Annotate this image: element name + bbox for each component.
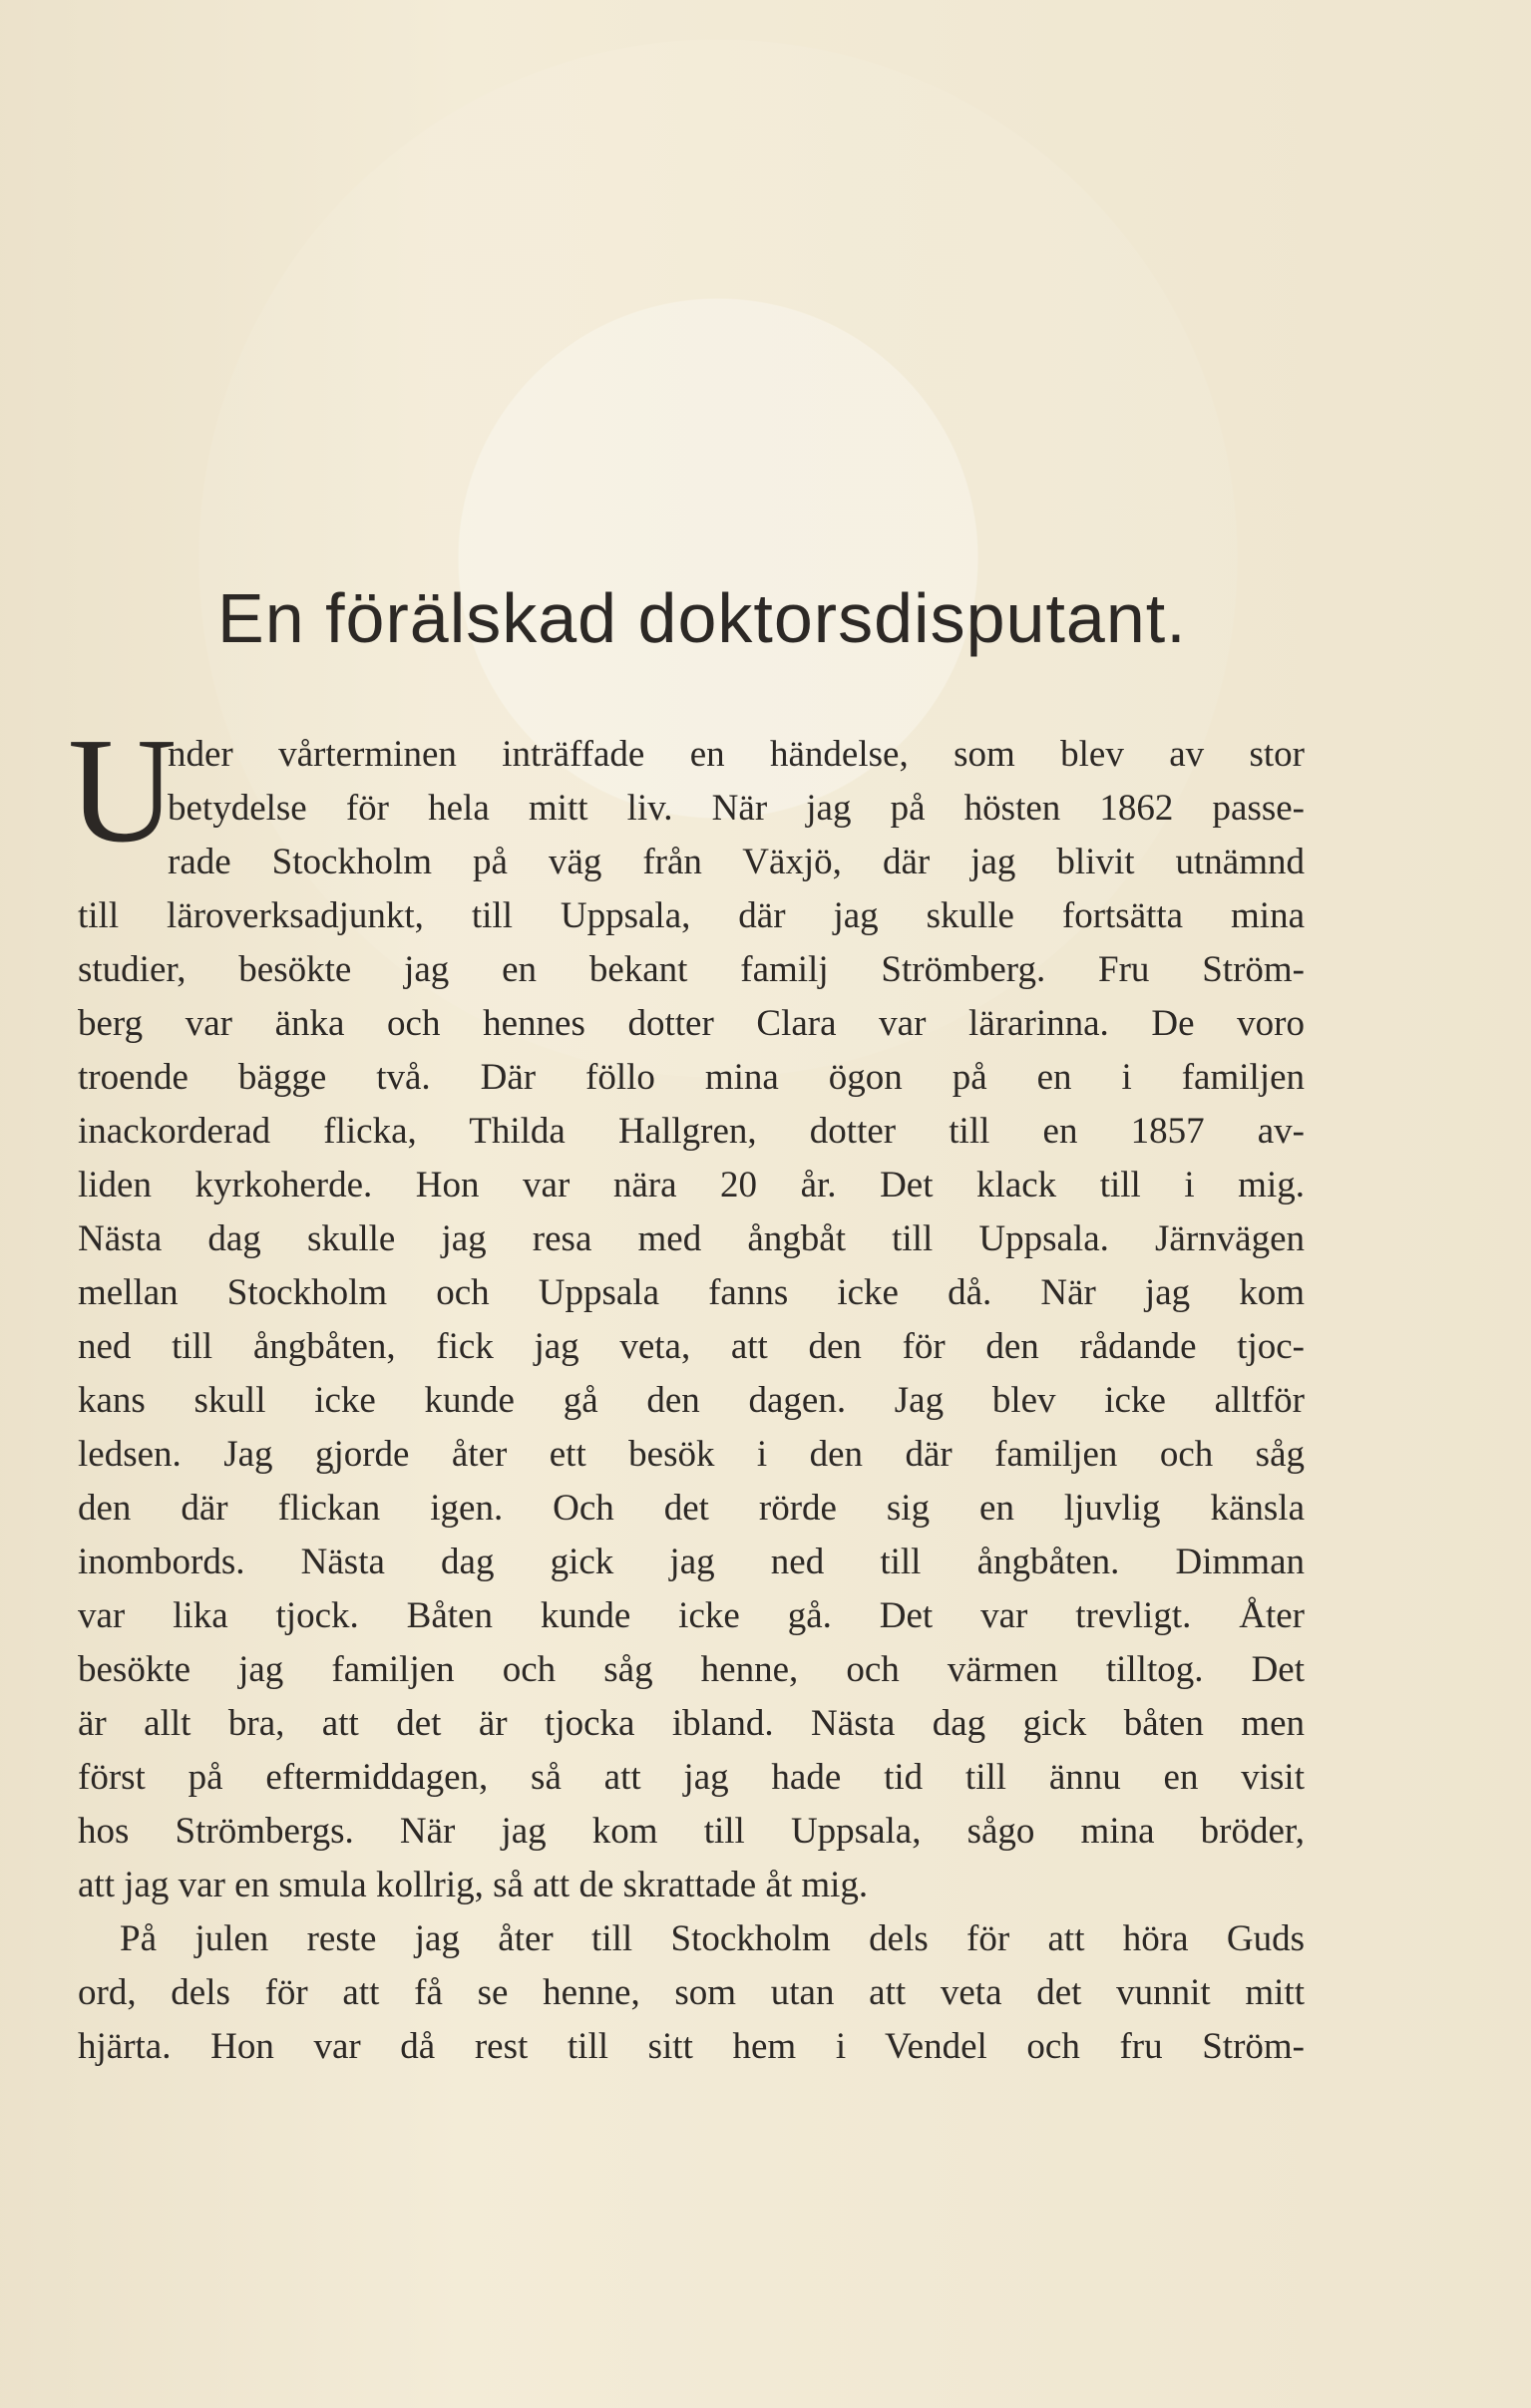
text-line: inackorderad flicka, Thilda Hallgren, dotter till en 1857 av- xyxy=(78,1111,1305,1152)
text-line: till läroverksadjunkt, till Uppsala, där jag skulle fortsätta mina xyxy=(78,895,1305,936)
text-line: att jag var en smula kollrig, så att de skrattade åt mig. xyxy=(78,1865,869,1905)
text-line: troende bägge två. Där föllo mina ögon på en i familjen xyxy=(78,1057,1305,1098)
body-text xyxy=(78,728,1305,2074)
text-line: inombords. Nästa dag gick jag ned till ångbåten. Dimman xyxy=(78,1542,1305,1582)
text-line: först på eftermiddagen, så att jag hade tid till ännu en visit xyxy=(78,1757,1305,1798)
text-line: hjärta. Hon var då rest till sitt hem i Vendel och fru Ström- xyxy=(78,2026,1305,2067)
chapter-title: En förälskad doktorsdisputant. xyxy=(217,579,1187,657)
text-line: betydelse för hela mitt liv. När jag på hösten 1862 passe- xyxy=(168,788,1305,829)
text-line: är allt bra, att det är tjocka ibland. Nästa dag gick båten men xyxy=(78,1703,1305,1744)
text-line: På julen reste jag åter till Stockholm dels för att höra Guds xyxy=(120,1918,1305,1959)
text-line: studier, besökte jag en bekant familj Strömberg. Fru Ström- xyxy=(78,949,1305,990)
text-line: nder vårterminen inträffade en händelse, som blev av stor xyxy=(168,734,1305,775)
text-line: den där flickan igen. Och det rörde sig en ljuvlig känsla xyxy=(78,1488,1305,1529)
text-line: kans skull icke kunde gå den dagen. Jag blev icke alltför xyxy=(78,1380,1305,1421)
text-line: rade Stockholm på väg från Växjö, där jag blivit utnämnd xyxy=(168,842,1305,882)
text-line: ord, dels för att få se henne, som utan att veta det vunnit mitt xyxy=(78,1972,1305,2013)
drop-cap: U xyxy=(68,706,178,873)
text-line: ledsen. Jag gjorde åter ett besök i den där familjen och såg xyxy=(78,1434,1305,1475)
text-line: Nästa dag skulle jag resa med ångbåt till Uppsala. Järnvägen xyxy=(78,1218,1305,1259)
text-line: liden kyrkoherde. Hon var nära 20 år. Det klack till i mig. xyxy=(78,1165,1305,1205)
text-line: ned till ångbåten, fick jag veta, att den för den rådande tjoc- xyxy=(78,1326,1305,1367)
text-line: hos Strömbergs. När jag kom till Uppsala, sågo mina bröder, xyxy=(78,1811,1305,1852)
text-line: besökte jag familjen och såg henne, och värmen tilltog. Det xyxy=(78,1649,1305,1690)
text-line: mellan Stockholm och Uppsala fanns icke då. När jag kom xyxy=(78,1272,1305,1313)
text-line: var lika tjock. Båten kunde icke gå. Det var trevligt. Åter xyxy=(78,1595,1305,1636)
text-line: berg var änka och hennes dotter Clara var lärarinna. De voro xyxy=(78,1003,1305,1044)
